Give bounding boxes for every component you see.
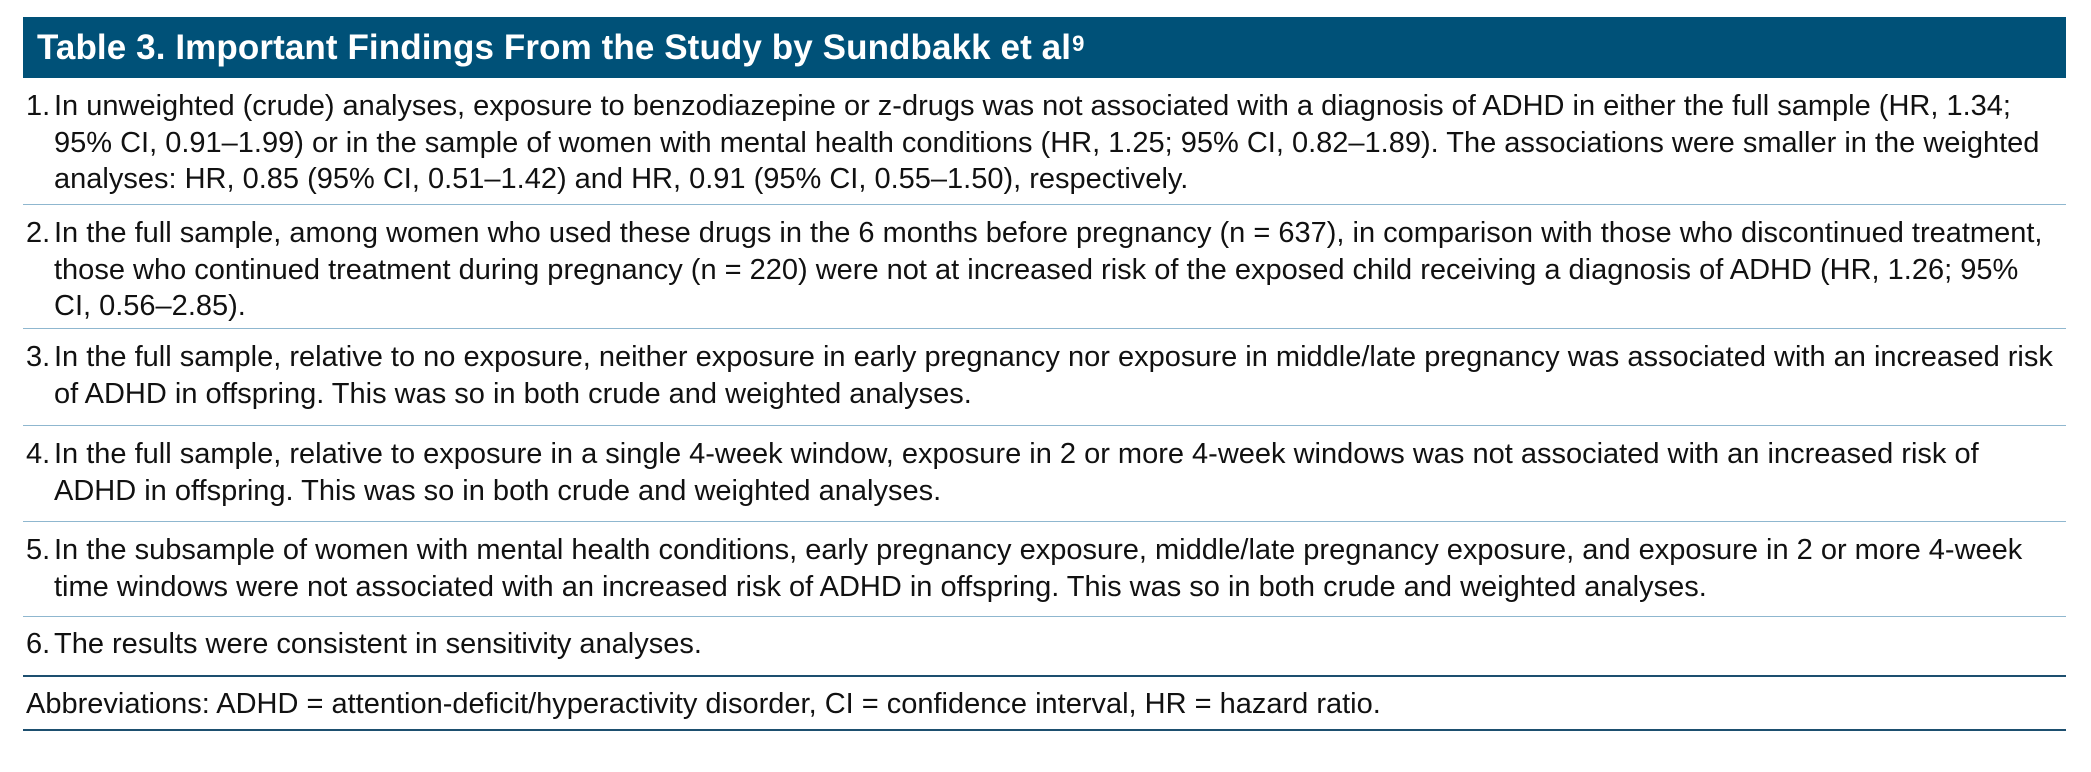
finding-text: In the full sample, among women who used these drugs in the 6 months before pregnancy (n = 637), in comparison with those who discontinued treatment, those who continued treatment during pregnancy (n = 220) were not at increased risk of the exposed child receiving a diagnosis of ADHD (HR, 1.26; 95% CI, 0.56–2.85). xyxy=(54,217,2043,322)
table-title-bar: Table 3. Important Findings From the Study by Sundbakk et al $^9$ xyxy=(23,17,2066,78)
finding-number: 4. xyxy=(26,438,51,470)
finding-text: In the full sample, relative to exposure in a single 4-week window, exposure in 2 or more 4-week windows was not associated with an increased risk of ADHD in offspring. This was so in both crude and weighted analyses. xyxy=(54,438,1979,507)
abbreviations-footnote: Abbreviations: ADHD = attention-deficit/hyperactivity disorder, CI = confidence interval, HR = hazard ratio. xyxy=(23,677,2066,731)
finding-row xyxy=(23,78,2066,205)
finding-number: 6. xyxy=(26,628,51,660)
finding-row xyxy=(23,329,2066,426)
finding-number: 5. xyxy=(26,534,51,566)
findings-table xyxy=(23,17,2066,731)
table-title: Table 3. Important Findings From the Study by Sundbakk et al xyxy=(37,27,1072,67)
findings-list xyxy=(23,78,2066,677)
finding-text: In the subsample of women with mental health conditions, early pregnancy exposure, middle/late pregnancy exposure, and exposure in 2 or more 4-week time windows were not associated with an increased risk of ADHD in offspring. This was so in both crude and weighted analyses. xyxy=(54,534,2023,603)
finding-number: 1. xyxy=(26,90,51,122)
finding-number: 3. xyxy=(26,341,51,373)
finding-text: The results were consistent in sensitivity analyses. xyxy=(54,628,702,660)
finding-number: 2. xyxy=(26,217,51,249)
finding-row xyxy=(23,426,2066,522)
finding-row xyxy=(23,522,2066,617)
finding-row xyxy=(23,617,2066,677)
finding-row xyxy=(23,205,2066,329)
finding-text: In unweighted (crude) analyses, exposure to benzodiazepine or z-drugs was not associated with a diagnosis of ADHD in either the full sample (HR, 1.34; 95% CI, 0.91–1.99) or in the sample of women with mental health conditions (HR, 1.25; 95% CI, 0.82–1.89). The associations were smaller in the weighted analyses: HR, 0.85 (95% CI, 0.51–1.42) and HR, 0.91 (95% CI, 0.55–1.50), respectively. xyxy=(54,90,2040,195)
finding-text: In the full sample, relative to no exposure, neither exposure in early pregnancy nor exposure in middle/late pregnancy was associated with an increased risk of ADHD in offspring. This was so in both crude and weighted analyses. xyxy=(54,341,2053,410)
